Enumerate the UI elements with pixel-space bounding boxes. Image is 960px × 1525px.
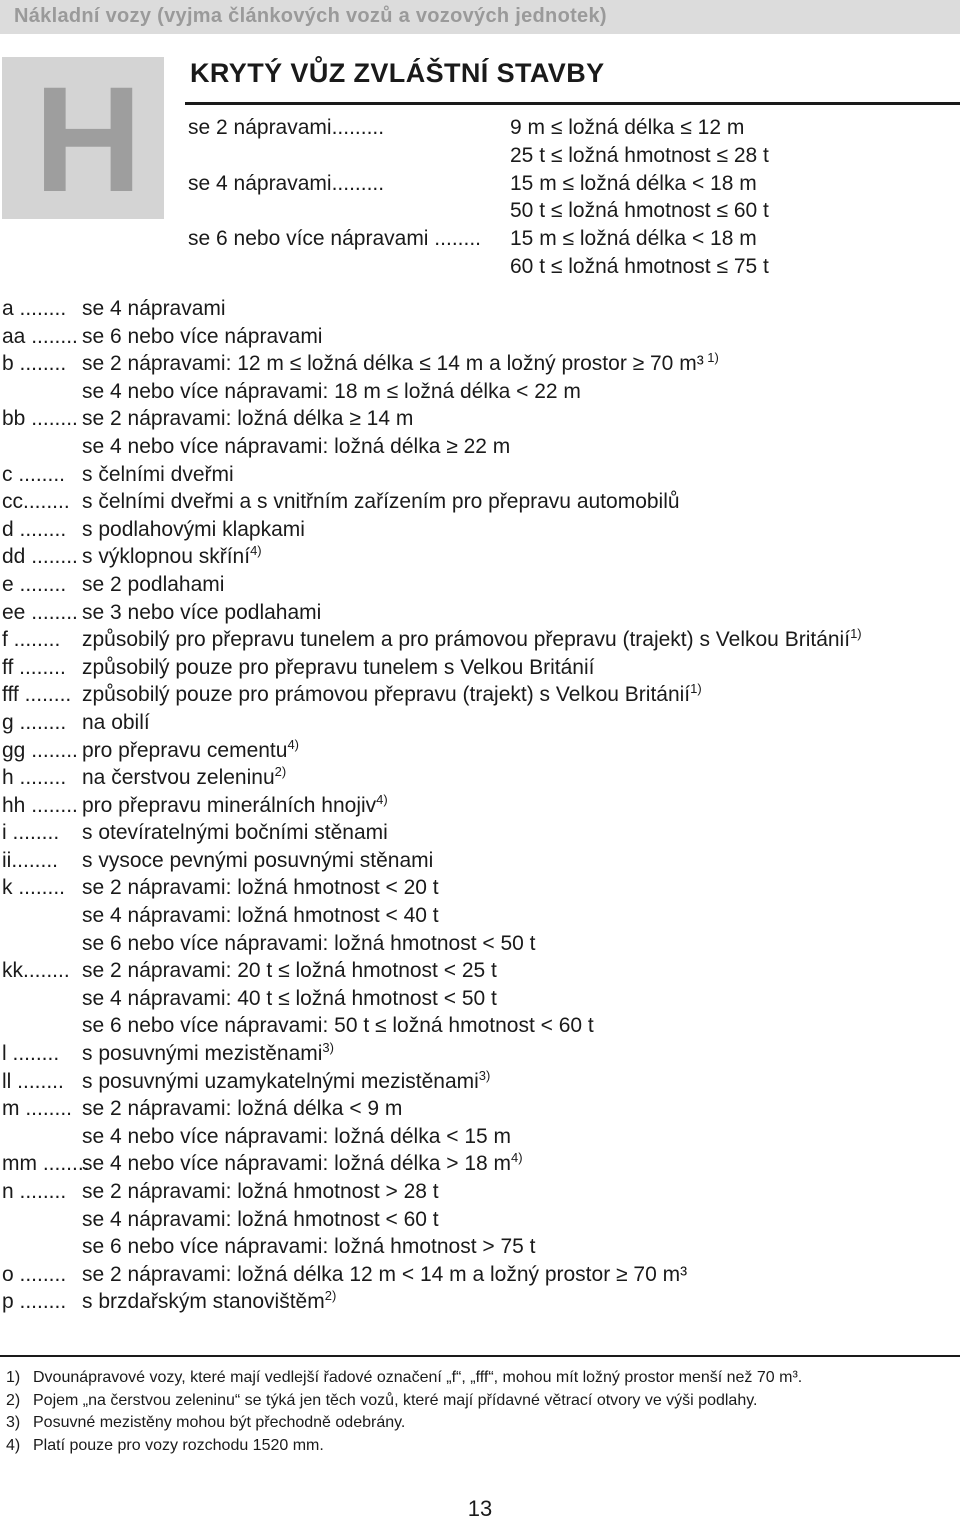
code-row xyxy=(0,1150,960,1178)
code-letter: gg ........ xyxy=(2,738,78,762)
code-row xyxy=(0,819,960,847)
footnote-number: 3) xyxy=(6,1414,21,1431)
code-description-text: způsobilý pouze pro přepravu tunelem s Velkou Británií xyxy=(82,655,595,679)
code-description xyxy=(82,1178,439,1206)
code-row xyxy=(0,1068,960,1096)
code-description xyxy=(82,1206,439,1234)
code-row xyxy=(0,709,960,737)
footnote-reference: 4) xyxy=(511,1150,523,1166)
code-description-text: na čerstvou zeleninu xyxy=(82,766,275,790)
code-letter: kk........ xyxy=(2,959,70,983)
footnote-text: Posuvné mezistěny mohou být přechodně odebrány. xyxy=(33,1414,406,1431)
summary-row xyxy=(188,142,769,170)
code-description-text: se 2 nápravami: 20 t ≤ ložná hmotnost < 25 t xyxy=(82,959,497,983)
summary-value: 50 t ≤ ložná hmotnost ≤ 60 t xyxy=(510,199,769,223)
code-description-text: se 2 nápravami: ložná délka 12 m < 14 m a ložný prostor ≥ 70 m³ xyxy=(82,1262,688,1286)
code-row xyxy=(0,461,960,489)
code-letter: o ........ xyxy=(2,1262,67,1286)
code-row xyxy=(0,516,960,544)
code-row xyxy=(0,957,960,985)
footnote-reference: 2) xyxy=(324,1288,337,1304)
code-row xyxy=(0,433,960,461)
code-description-text: na obilí xyxy=(82,710,150,734)
code-row xyxy=(0,1288,960,1316)
code-description xyxy=(82,1150,523,1178)
code-description xyxy=(82,1012,594,1040)
code-letter: k ........ xyxy=(2,876,66,900)
code-row xyxy=(0,1123,960,1151)
footnote xyxy=(6,1367,802,1390)
code-description-text: s podlahovými klapkami xyxy=(82,517,305,541)
code-description-text: se 6 nebo více nápravami: ložná hmotnost < 50 t xyxy=(82,931,536,955)
summary-row xyxy=(188,114,745,142)
summary-lead: se 4 nápravami......... xyxy=(188,171,385,195)
code-description xyxy=(82,930,536,958)
code-description-text: se 2 nápravami: 12 m ≤ ložná délka ≤ 14 m a ložný prostor ≥ 70 m³ xyxy=(82,352,704,376)
page-title: KRYTÝ VŮZ ZVLÁŠTNÍ STAVBY xyxy=(190,58,605,88)
code-description xyxy=(82,461,234,489)
section-title: Nákladní vozy (vyjma článkových vozů a vozových jednotek) xyxy=(14,5,607,27)
code-description xyxy=(82,626,862,654)
code-letter: ee ........ xyxy=(2,600,78,624)
code-letter: cc........ xyxy=(2,490,70,514)
footnote-number: 4) xyxy=(6,1436,21,1454)
code-row xyxy=(0,350,960,378)
code-letter: n ........ xyxy=(2,1180,67,1203)
code-description-text: se 4 nápravami: 40 t ≤ ložná hmotnost < 50 t xyxy=(82,986,497,1010)
code-letter: d ........ xyxy=(2,517,67,541)
code-description xyxy=(82,1095,402,1123)
code-letter: h ........ xyxy=(2,766,67,790)
code-letter: c ........ xyxy=(2,462,66,486)
code-letter: hh ........ xyxy=(2,793,78,817)
footnote-text: Pojem „na čerstvou zeleninu“ se týká jen těch vozů, které mají přídavné větrací otvory ve výši podlahy. xyxy=(33,1391,758,1409)
code-description xyxy=(82,985,497,1013)
code-row xyxy=(0,571,960,599)
code-description xyxy=(82,1068,490,1096)
code-description xyxy=(82,599,321,627)
code-letter: bb ........ xyxy=(2,407,78,431)
code-row xyxy=(0,1040,960,1068)
axle-summary xyxy=(188,114,769,281)
code-description-text: se 4 nápravami: ložná hmotnost < 40 t xyxy=(82,904,439,928)
footnote-reference: 4) xyxy=(287,736,300,752)
code-row xyxy=(0,902,960,930)
code-description-text: se 2 nápravami: ložná hmotnost < 20 t xyxy=(82,876,439,900)
code-letter: i ........ xyxy=(2,821,60,845)
code-row xyxy=(0,488,960,516)
code-letter: dd ........ xyxy=(2,545,78,569)
code-description-text: s posuvnými uzamykatelnými mezistěnami xyxy=(82,1069,479,1093)
code-description-text: se 4 nápravami: ložná hmotnost < 60 t xyxy=(82,1207,439,1231)
code-row xyxy=(0,847,960,875)
section-header-bar xyxy=(0,0,960,34)
code-description-text: se 2 podlahami xyxy=(82,572,225,596)
code-description-text: s vysoce pevnými posuvnými stěnami xyxy=(82,848,434,872)
code-letter: b ........ xyxy=(2,352,67,376)
code-letter: l ........ xyxy=(2,1042,60,1066)
code-description-text: se 2 nápravami: ložná délka ≥ 14 m xyxy=(82,407,414,431)
code-description xyxy=(82,378,581,406)
code-row xyxy=(0,985,960,1013)
code-description-text: se 4 nebo více nápravami: ložná délka < 15 m xyxy=(82,1124,512,1148)
footnote-reference: 3) xyxy=(478,1067,491,1083)
code-letter: ii........ xyxy=(2,848,59,872)
code-letter: ff ........ xyxy=(2,655,66,679)
summary-row xyxy=(188,253,769,281)
code-description xyxy=(82,709,150,737)
code-description-text: s otevíratelnými bočními stěnami xyxy=(82,821,388,845)
code-description xyxy=(82,792,388,820)
summary-value: 15 m ≤ ložná délka < 18 m xyxy=(510,171,757,195)
code-description-text: s čelními dveřmi a s vnitřním zařízením pro přepravu automobilů xyxy=(82,490,680,514)
code-description xyxy=(82,543,262,571)
code-description-text: se 4 nebo více nápravami: 18 m ≤ ložná délka < 22 m xyxy=(82,379,581,403)
code-row xyxy=(0,1178,960,1206)
code-letter: ll ........ xyxy=(2,1069,64,1093)
code-row xyxy=(0,1261,960,1289)
code-description xyxy=(82,1040,334,1068)
code-description-text: se 3 nebo více podlahami xyxy=(82,600,322,624)
code-row xyxy=(0,599,960,627)
code-description xyxy=(82,681,702,709)
code-letter: p ........ xyxy=(2,1290,67,1314)
code-description xyxy=(82,405,413,433)
footnote-number: 1) xyxy=(6,1369,21,1386)
category-letter-box xyxy=(2,55,164,223)
code-row xyxy=(0,792,960,820)
code-description-text: pro přepravu minerálních hnojiv xyxy=(82,793,377,817)
code-description xyxy=(82,295,226,323)
code-description xyxy=(82,764,286,792)
code-description-text: s brzdařským stanovištěm xyxy=(82,1290,325,1314)
code-description xyxy=(82,433,510,461)
code-description xyxy=(82,1288,336,1316)
footnote-text: Dvounápravové vozy, které mají vedlejší řadové označení „f“, „fff“, mohou mít ložný prostor menší než 70 m³. xyxy=(33,1369,803,1386)
footnote xyxy=(6,1435,802,1458)
footnote-text: Platí pouze pro vozy rozchodu 1520 mm. xyxy=(33,1436,324,1454)
page-number: 13 xyxy=(467,1496,493,1521)
code-row xyxy=(0,930,960,958)
code-letter: aa ........ xyxy=(2,324,78,348)
summary-value: 9 m ≤ ložná délka ≤ 12 m xyxy=(510,116,745,139)
code-row xyxy=(0,323,960,351)
code-letter: a ........ xyxy=(2,297,67,320)
code-row xyxy=(0,874,960,902)
footnote-reference: 2) xyxy=(274,764,287,780)
code-description xyxy=(82,1123,511,1151)
code-description xyxy=(82,847,433,875)
code-description-text: s čelními dveřmi xyxy=(82,462,234,486)
footnote-reference: 3) xyxy=(322,1040,334,1056)
code-row xyxy=(0,295,960,323)
footnote-reference: 1) xyxy=(703,350,719,366)
code-description-text: se 4 nebo více nápravami: ložná délka ≥ 22 m xyxy=(82,434,511,458)
footnote-reference: 4) xyxy=(376,791,388,807)
code-row xyxy=(0,626,960,654)
code-description xyxy=(82,1261,687,1289)
code-row xyxy=(0,764,960,792)
code-description xyxy=(82,737,299,765)
code-description xyxy=(82,874,439,902)
code-row xyxy=(0,1206,960,1234)
code-description xyxy=(82,654,594,682)
summary-row xyxy=(188,197,769,225)
footnotes xyxy=(6,1367,802,1457)
code-letter: mm ........ xyxy=(2,1152,90,1176)
code-description xyxy=(82,819,388,847)
code-row xyxy=(0,543,960,571)
code-description xyxy=(82,350,719,378)
code-description xyxy=(82,571,224,599)
code-description-text: s posuvnými mezistěnami xyxy=(82,1042,323,1066)
summary-row xyxy=(188,170,757,198)
code-row xyxy=(0,405,960,433)
code-description-text: pro přepravu cementu xyxy=(82,738,288,762)
code-description-text: se 4 nápravami xyxy=(82,297,226,320)
code-description xyxy=(82,488,680,516)
code-description xyxy=(82,323,322,351)
code-letter: e ........ xyxy=(2,572,67,596)
code-row xyxy=(0,681,960,709)
footnote-reference: 1) xyxy=(690,681,702,697)
code-description-text: s výklopnou skříní xyxy=(82,545,251,569)
code-row xyxy=(0,1012,960,1040)
footnote-reference: 4) xyxy=(250,543,262,559)
summary-value: 60 t ≤ ložná hmotnost ≤ 75 t xyxy=(510,254,769,278)
code-description-text: se 2 nápravami: ložná hmotnost > 28 t xyxy=(82,1180,439,1203)
code-list xyxy=(0,295,960,1316)
code-description-text: se 6 nebo více nápravami: ložná hmotnost > 75 t xyxy=(82,1235,536,1259)
code-description-text: se 4 nebo více nápravami: ložná délka > 18 m xyxy=(82,1152,512,1176)
code-letter: fff ........ xyxy=(2,683,72,707)
code-letter: m ........ xyxy=(2,1097,73,1121)
summary-row xyxy=(188,225,757,253)
code-description xyxy=(82,902,439,930)
code-letter: g ........ xyxy=(2,710,67,734)
summary-value: 15 m ≤ ložná délka < 18 m xyxy=(510,227,757,251)
code-description-text: se 6 nebo více nápravami xyxy=(82,324,323,348)
title-divider xyxy=(185,102,960,105)
category-letter: H xyxy=(34,55,143,223)
code-row xyxy=(0,1233,960,1261)
summary-lead: se 6 nebo více nápravami ........ xyxy=(188,227,481,251)
footnote-reference: 1) xyxy=(850,626,862,642)
summary-lead: se 2 nápravami......... xyxy=(188,116,385,139)
code-row xyxy=(0,1095,960,1123)
code-letter: f ........ xyxy=(2,628,61,652)
code-description-text: se 2 nápravami: ložná délka < 9 m xyxy=(82,1097,403,1121)
code-description xyxy=(82,516,305,544)
footnote-number: 2) xyxy=(6,1391,21,1409)
code-description-text: se 6 nebo více nápravami: 50 t ≤ ložná hmotnost < 60 t xyxy=(82,1014,594,1038)
code-description-text: způsobilý pouze pro prámovou přepravu (trajekt) s Velkou Británií xyxy=(82,683,691,707)
footnote xyxy=(6,1412,802,1435)
footnote xyxy=(6,1390,802,1413)
code-description xyxy=(82,1233,536,1261)
code-row xyxy=(0,654,960,682)
footnote-divider xyxy=(0,1355,960,1357)
summary-value: 25 t ≤ ložná hmotnost ≤ 28 t xyxy=(510,143,769,167)
code-description-text: způsobilý pro přepravu tunelem a pro prámovou přepravu (trajekt) s Velkou Británií xyxy=(82,628,851,652)
code-row xyxy=(0,737,960,765)
code-description xyxy=(82,957,497,985)
code-row xyxy=(0,378,960,406)
